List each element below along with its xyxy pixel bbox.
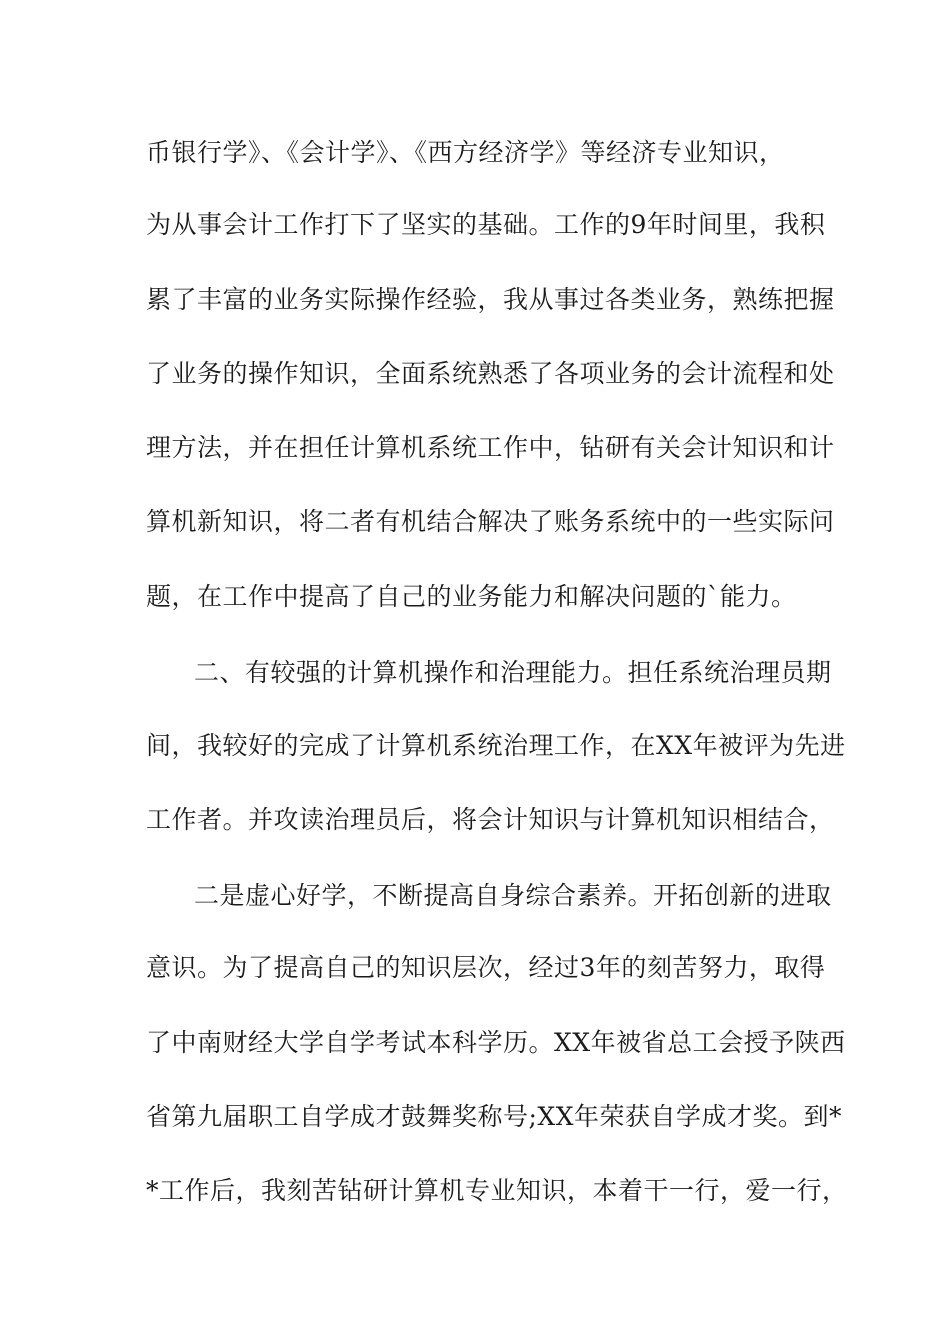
text-line: 题，在工作中提高了自己的业务能力和解决问题的`能力。	[146, 582, 797, 611]
text-line: 累了丰富的业务实际操作经验，我从事过各类业务，熟练把握	[146, 285, 835, 314]
text-line: 了中南财经大学自学考试本科学历。XX年被省总工会授予陕西	[146, 1028, 846, 1057]
text-line: 算机新知识，将二者有机结合解决了账务系统中的一些实际问	[146, 507, 835, 536]
text-line: 间，我较好的完成了计算机系统治理工作，在XX年被评为先进	[146, 731, 846, 760]
paragraph-first-line: 二、有较强的计算机操作和治理能力。担任系统治理员期	[194, 658, 832, 687]
text-line: 为从事会计工作打下了坚实的基础。工作的9年时间里，我积	[146, 210, 826, 239]
text-line: 工作者。并攻读治理员后，将会计知识与计算机知识相结合，	[146, 805, 835, 834]
text-line: 意识。为了提高自己的知识层次，经过3年的刻苦努力，取得	[146, 953, 826, 982]
text-line: 币银行学》、《会计学》、《西方经济学》等经济专业知识，	[146, 138, 785, 167]
text-line: 理方法，并在担任计算机系统工作中，钻研有关会计知识和计	[146, 433, 835, 462]
text-line: 省第九届职工自学成才鼓舞奖称号;XX年荣获自学成才奖。到*	[146, 1102, 843, 1131]
text-line: 了业务的操作知识，全面系统熟悉了各项业务的会计流程和处	[146, 359, 835, 388]
text-line: *工作后，我刻苦钻研计算机专业知识，本着干一行，爱一行，	[146, 1176, 848, 1205]
paragraph-first-line: 二是虚心好学，不断提高自身综合素养。开拓创新的进取	[194, 881, 832, 910]
